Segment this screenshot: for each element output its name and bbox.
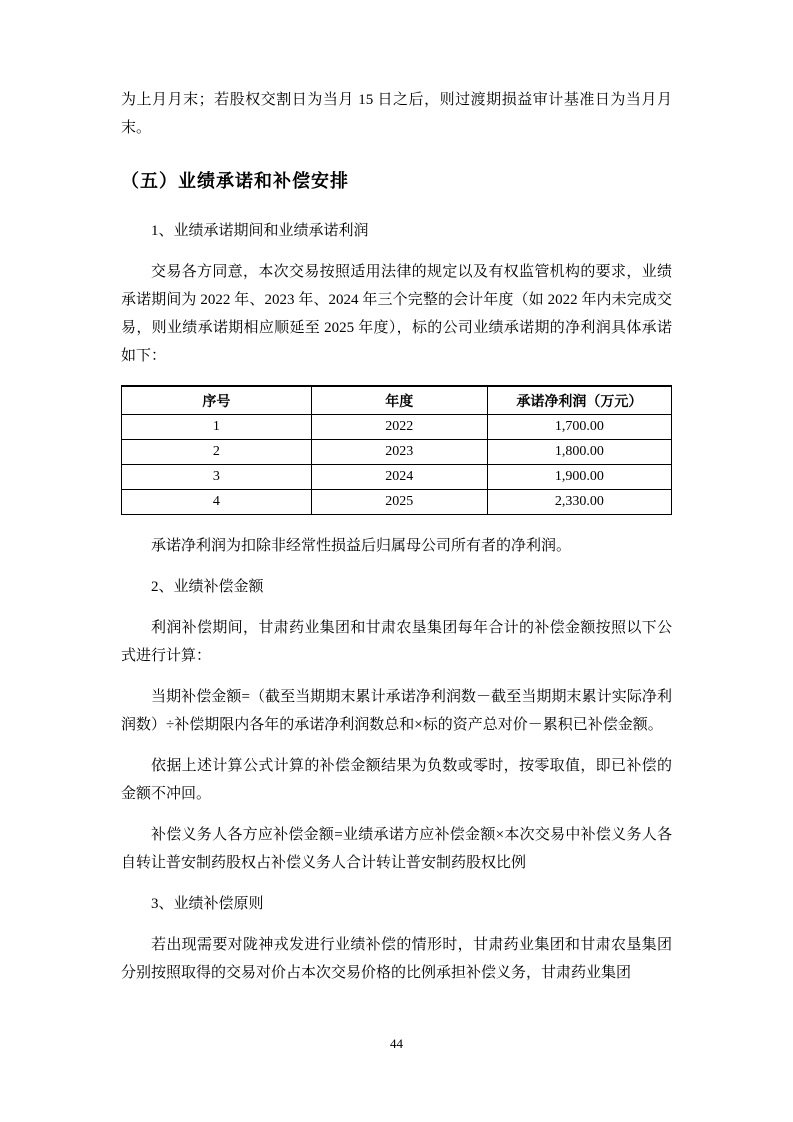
paragraph-compensation-intro: 利润补偿期间，甘肃药业集团和甘肃农垦集团每年合计的补偿金额按照以下公式进行计算： <box>121 620 672 664</box>
profit-commitment-table <box>121 385 672 515</box>
paragraph-commitment-period: 交易各方同意，本次交易按照适用法律的规定以及有权监管机构的要求，业绩承诺期间为 2022 年、2023 年、2024 年三个完整的会计年度（如 2022 年内未完成交易，则业绩承诺期相应顺延至 2025 年度），标的公司业绩承诺期的净利润具体承诺如下： <box>121 264 672 364</box>
table-cell-year: 2023 <box>311 440 487 465</box>
numbered-item-1: 1、业绩承诺期间和业绩承诺利润 <box>151 223 369 239</box>
table-header-seq: 序号 <box>122 386 312 415</box>
table-row <box>122 415 672 440</box>
paragraph-formula: 当期补偿金额=（截至当期期末累计承诺净利润数－截至当期期末累计实际净利润数）÷补偿期限内各年的承诺净利润数总和×标的资产总对价－累积已补偿金额。 <box>121 689 672 733</box>
numbered-item-3: 3、业绩补偿原则 <box>151 896 264 912</box>
table-cell-year: 2025 <box>311 490 487 515</box>
table-cell-year: 2022 <box>311 415 487 440</box>
paragraph-net-profit-note: 承诺净利润为扣除非经常性损益后归属母公司所有者的净利润。 <box>151 538 572 554</box>
paragraph-principle: 若出现需要对陇神戎发进行业绩补偿的情形时，甘肃药业集团和甘肃农垦集团分别按照取得的交易对价占本次交易价格的比例承担补偿义务，甘肃药业集团 <box>121 937 672 981</box>
table-cell-profit: 1,800.00 <box>487 440 671 465</box>
table-cell-year: 2024 <box>311 465 487 490</box>
table-row <box>122 490 672 515</box>
table-cell-seq: 2 <box>122 440 312 465</box>
table-row <box>122 465 672 490</box>
paragraph-obligor-formula: 补偿义务人各方应补偿金额=业绩承诺方应补偿金额×本次交易中补偿义务人各自转让普安制药股权占补偿义务人合计转让普安制药股权比例 <box>121 827 672 871</box>
continuation-paragraph: 为上月月末；若股权交割日为当月 15 日之后，则过渡期损益审计基准日为当月月末。 <box>121 92 672 136</box>
table-header-profit: 承诺净利润（万元） <box>487 386 671 415</box>
page-number: 44 <box>390 1036 403 1051</box>
table-cell-seq: 3 <box>122 465 312 490</box>
table-cell-profit: 1,700.00 <box>487 415 671 440</box>
table-row <box>122 440 672 465</box>
section-heading: （五）业绩承诺和补偿安排 <box>121 171 349 191</box>
numbered-item-2: 2、业绩补偿金额 <box>151 579 264 595</box>
table-header-year: 年度 <box>311 386 487 415</box>
table-cell-profit: 1,900.00 <box>487 465 671 490</box>
table-cell-seq: 4 <box>122 490 312 515</box>
paragraph-zero-rule: 依据上述计算公式计算的补偿金额结果为负数或零时，按零取值，即已补偿的金额不冲回。 <box>121 758 672 802</box>
table-header-row <box>122 386 672 415</box>
table-cell-seq: 1 <box>122 415 312 440</box>
table-cell-profit: 2,330.00 <box>487 490 671 515</box>
